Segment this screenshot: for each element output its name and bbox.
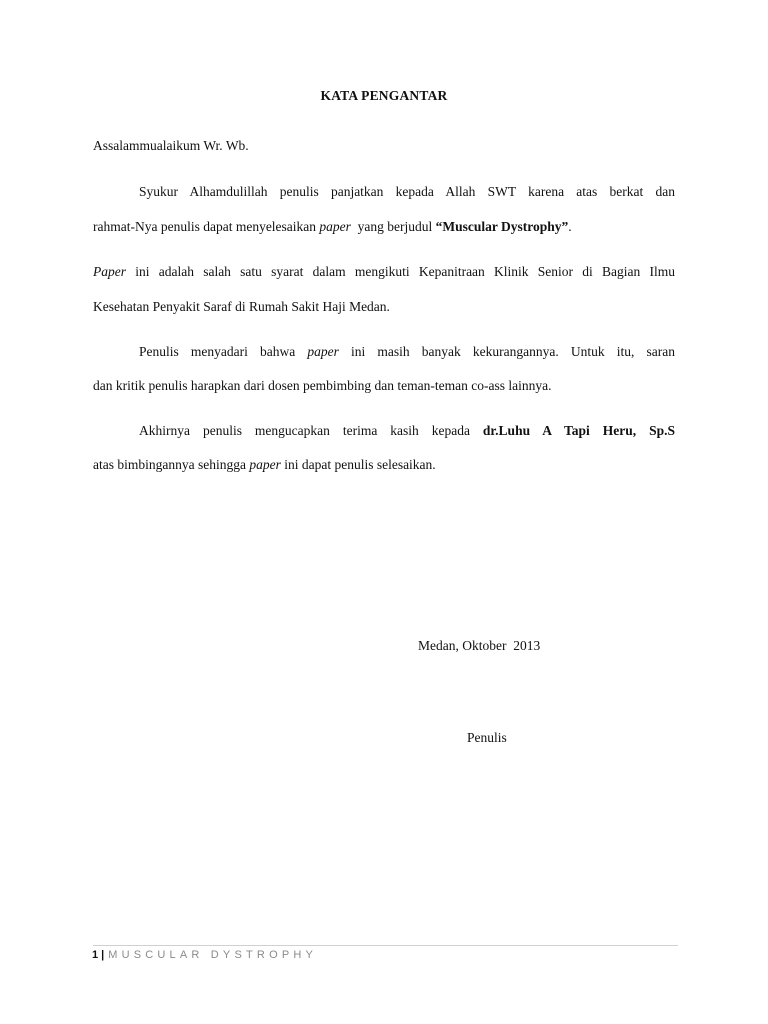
- author-signature: Penulis: [467, 730, 507, 745]
- paragraph-3-line-1: [139, 343, 675, 361]
- greeting: Assalammualaikum Wr. Wb.: [93, 138, 249, 153]
- italic-term: paper: [319, 219, 351, 234]
- footer-separator: |: [101, 949, 105, 961]
- text-run: .: [568, 219, 572, 234]
- text-run: ini dapat penulis selesaikan.: [280, 457, 436, 472]
- page-footer: [92, 949, 317, 961]
- italic-term: paper: [307, 344, 339, 359]
- text-run: ini adalah salah satu syarat dalam mengikuti Kepanitraan Klinik Senior di Bagian Ilmu: [126, 264, 675, 279]
- paragraph-4-line-1: [139, 422, 675, 440]
- text-run: rahmat-Nya penulis dapat menyelesaikan: [93, 219, 320, 234]
- text-run: atas bimbingannya sehingga: [93, 457, 250, 472]
- italic-term: paper: [249, 457, 281, 472]
- text-run: ini masih banyak kekurangannya. Untuk itu, saran: [338, 344, 675, 359]
- paragraph-2-line-1: [93, 263, 675, 281]
- page-title: KATA PENGANTAR: [320, 88, 448, 103]
- paragraph-1-line-2: [93, 218, 675, 236]
- paragraph-4-line-2: [93, 456, 675, 474]
- paragraph-3-line-2: dan kritik penulis harapkan dari dosen pembimbing dan teman-teman co-ass lainnya.: [93, 378, 552, 393]
- page-number: 1: [92, 949, 99, 961]
- place-date: Medan, Oktober 2013: [418, 638, 541, 653]
- italic-term: Paper: [93, 264, 126, 279]
- footer-divider: [93, 945, 678, 946]
- text-run: yang berjudul: [350, 219, 436, 234]
- text-run: Akhirnya penulis mengucapkan terima kasih kepada: [139, 423, 483, 438]
- supervisor-name: dr.Luhu A Tapi Heru, Sp.S: [482, 423, 675, 438]
- paragraph-2-line-2: Kesehatan Penyakit Saraf di Rumah Sakit Haji Medan.: [93, 299, 390, 314]
- paper-title: “Muscular Dystrophy”: [435, 219, 569, 234]
- paragraph-1-line-1: Syukur Alhamdulillah penulis panjatkan kepada Allah SWT karena atas berkat dan: [139, 184, 675, 199]
- text-run: Penulis menyadari bahwa: [139, 344, 308, 359]
- running-title: MUSCULAR DYSTROPHY: [108, 949, 318, 961]
